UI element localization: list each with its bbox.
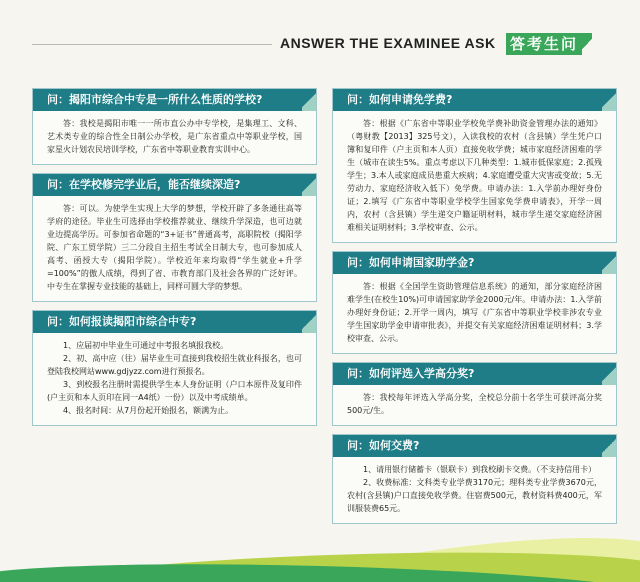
answer-item: 1、请用银行储蓄卡（银联卡）到我校刷卡交费。（不支持信用卡） bbox=[363, 465, 597, 474]
question-tuition-waiver: 问：如何申请免学费? bbox=[333, 89, 616, 111]
qa-payment bbox=[332, 434, 617, 524]
answer-item: 1、应届初中毕业生可通过中考报名填报我校。 bbox=[63, 341, 229, 350]
question-national-grant: 问：如何申请国家助学金? bbox=[333, 252, 616, 274]
qa-how-to-apply bbox=[32, 310, 317, 426]
answer-paragraph: 答：根据《广东省中等职业学校免学费补助资金管理办法的通知》（粤财教【2013】325号文），入读我校的农村（含县镇）学生凭户口簿和复印件（户主页和本人页）直接免收学费；城市家庭经济困难的学生（城市在读生5%。重点考虑以下几种类型：1.城市低保家庭；2.孤残学生；3.本人或家庭成员患重大疾病；4.家庭遭受重大灾害或变故；5.无劳动力、家庭经济收入低下）免学费。申请办法：1.入学前办理好身份证；2.填写《广东省中等职业学校学生国家免学费申请表》，开学一周内，农村（含县镇）学生递交户籍证明材料，城市学生递交家庭经济困难相关证明材料；3.学校审查、公示。 bbox=[347, 119, 602, 232]
header-title-en: ANSWER THE EXAMINEE ASK bbox=[280, 35, 496, 51]
answer-paragraph: 答：根据《全国学生资助管理信息系统》的通知，部分家庭经济困难学生(在校生10%)可申请国家助学金2000元/年。申请办法：1.入学前办理好身份证；2.开学一周内，填写《广东省中等职业学校非涉农专业学生国家助学金申请审批表》，并提交有关家庭经济困难证明材料；3.学校审查、公示。 bbox=[347, 282, 602, 343]
answer-paragraph: 答：可以。为使学生实现上大学的梦想，学校开辟了多条通往高等学府的途径。毕业生可选择由学校推荐就业、继续升学深造，也可边就业边提高学历。可参加省命题的“3+证书”普通高考，高职院校（揭阳学院、广东工贸学院）三二分段自主招生考试全日制大专，也可参加成人高考、函授大专（揭阳学院）。学校近年来均取得“学生就业+升学=100%”的傲人成绩，得到了省、市教育部门及社会各界的广泛好评。中专生在掌握专业技能的基础上，同样可圆大学的梦想。 bbox=[47, 204, 302, 291]
question-how-to-apply: 问：如何报读揭阳市综合中专? bbox=[33, 311, 316, 333]
answer-paragraph: 答：我校每年评选入学高分奖，全校总分前十名学生可获评高分奖500元/生。 bbox=[347, 393, 602, 415]
question-school-nature: 问：揭阳市综合中专是一所什么性质的学校? bbox=[33, 89, 316, 111]
header-corner-decoration bbox=[582, 33, 592, 55]
qa-school-nature bbox=[32, 88, 317, 165]
qa-national-grant bbox=[332, 251, 617, 354]
left-column bbox=[32, 88, 317, 434]
qa-further-study bbox=[32, 173, 317, 302]
answer-payment bbox=[333, 457, 616, 523]
answer-item: 2、收费标准：文科类专业学费3170元；理科类专业学费3670元，农村(含县镇)户口直接免收学费。住宿费500元，教材资料费400元，军训服装费65元。 bbox=[347, 478, 602, 513]
header-rule bbox=[32, 44, 272, 45]
question-high-score-award: 问：如何评选入学高分奖? bbox=[333, 363, 616, 385]
answer-item: 4、报名时间：从7月份起开始报名，额满为止。 bbox=[63, 406, 234, 415]
answer-tuition-waiver bbox=[333, 111, 616, 242]
qa-high-score-award bbox=[332, 362, 617, 426]
answer-paragraph: 答：我校是揭阳市唯一一所市直公办中专学校，是集理工、文科、艺术类专业的综合性全日制公办学校，是广东省重点中等职业学校，国家星火计划农民培训学校，广东省中等职业教育实训中心。 bbox=[47, 119, 302, 154]
qa-tuition-waiver bbox=[332, 88, 617, 243]
question-further-study: 问：在学校修完学业后，能否继续深造? bbox=[33, 174, 316, 196]
answer-school-nature bbox=[33, 111, 316, 164]
header-title-cn: 答考生问 bbox=[506, 33, 582, 55]
answer-national-grant bbox=[333, 274, 616, 353]
answer-high-score-award bbox=[333, 385, 616, 425]
answer-item: 2、初、高中应（往）届毕业生可直接到我校招生就业科报名，也可登陆我校网站www.gdjyzz.com进行预报名。 bbox=[47, 354, 302, 376]
answer-item: 3、到校报名注册时需提供学生本人身份证明（户口本原件及复印件(户主页和本人页印在同一A4纸）一份）以及中考成绩单。 bbox=[47, 380, 302, 402]
answer-further-study bbox=[33, 196, 316, 301]
right-column bbox=[332, 88, 617, 532]
question-payment: 问：如何交费? bbox=[333, 435, 616, 457]
answer-how-to-apply bbox=[33, 333, 316, 425]
